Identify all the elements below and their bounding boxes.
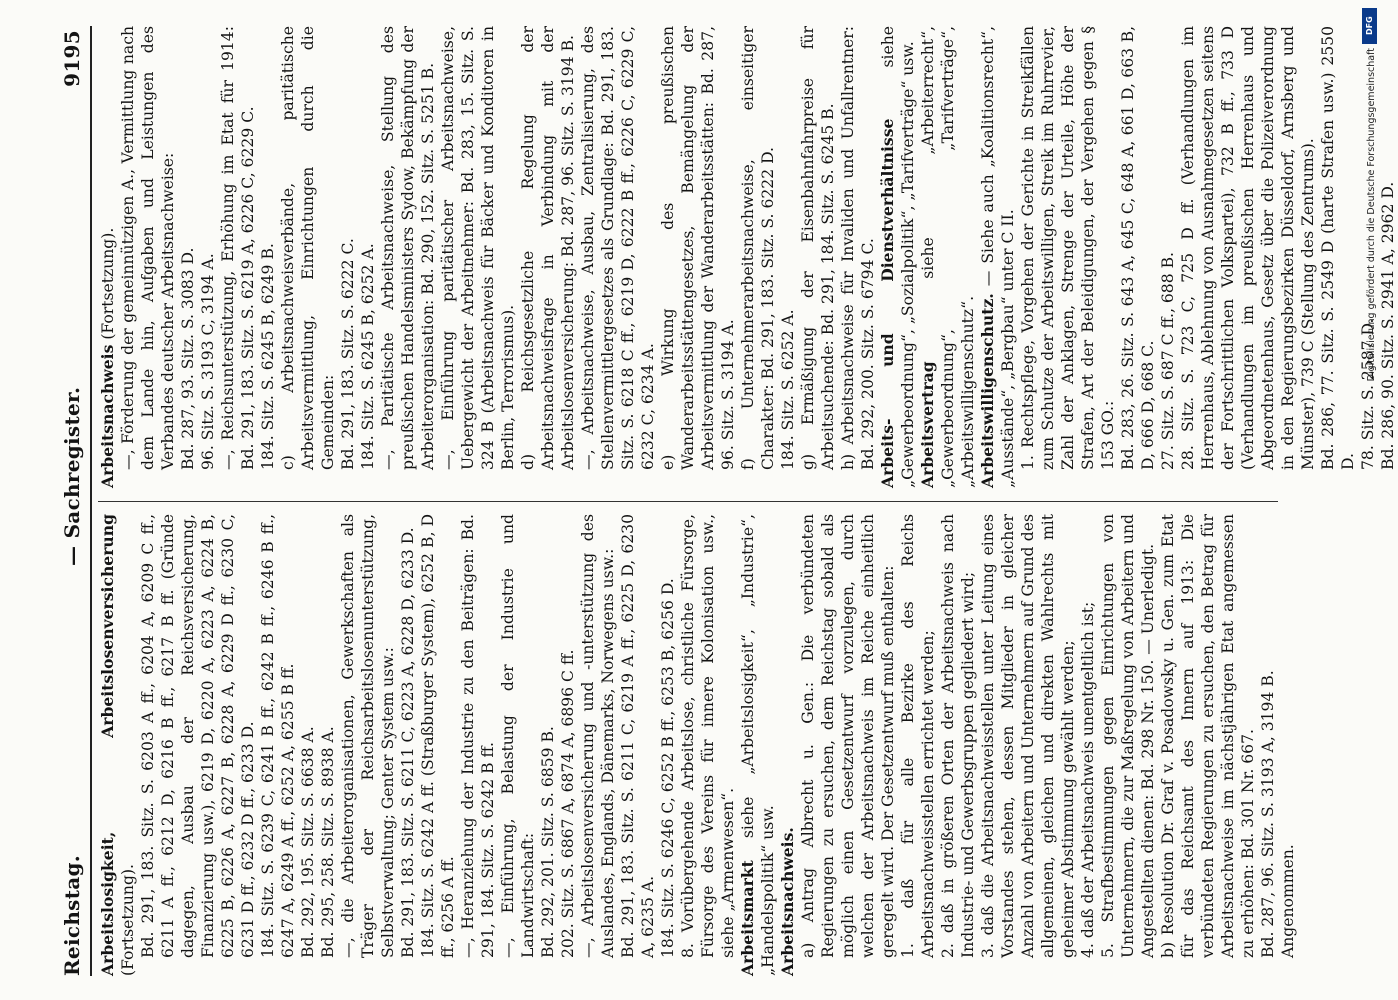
index-entry — [258, 26, 278, 488]
digitization-credit: Digitalisierung gefördert durch die Deutsche Forschungsgemeinschaft — [1366, 48, 1377, 382]
index-entry — [578, 26, 658, 488]
entry-text: Bd. 292, 201. Sitz. S. 6859 B. — [539, 726, 557, 958]
header-left: Reichstag. — [60, 854, 84, 976]
entry-text: f) Unternehmerarbeitsnachweise, einseitiger Charakter: Bd. 291, 183. Sitz. S. 6222 D. — [739, 26, 777, 470]
index-entry — [178, 26, 198, 488]
entry-text: 184. Sitz. S. 6245 B, 6249 B. — [259, 243, 277, 470]
entry-text: siehe „Gewerbeordnung“, „Sozialpolitik“, „Tarifverträge“ usw. — [879, 26, 917, 488]
entry-text: Bd. 291, 183. Sitz. S. 6222 C. — [339, 238, 357, 470]
index-entry — [518, 26, 578, 488]
entry-text: 184. Sitz. S. 6245 B, 6252 A. — [359, 243, 377, 470]
index-entry — [898, 514, 938, 976]
index-entry — [1378, 26, 1398, 488]
entry-text: a) Antrag Albrecht u. Gen.: Die verbündeten Regierungen zu ersuchen, dem Reichstag sobald als möglich einen Gesetzentwurf vorzulegen, durch welchen der Arbeitsnachweis im Reiche einheitlich geregelt wird. Der Gesetzentwurf muß enthalten: — [799, 514, 897, 958]
entry-keyword: Arbeitsmarkt — [738, 860, 757, 976]
index-entry — [798, 514, 898, 976]
index-entry — [938, 514, 978, 976]
entry-keyword: Arbeitsnachweis. — [778, 827, 797, 976]
index-entry — [118, 26, 178, 488]
index-entry — [1178, 26, 1318, 488]
entry-keyword: Arbeitswilligenschutz. — [978, 293, 997, 488]
entry-text: 8. Vorübergehende Arbeitslose, christliche Fürsorge, Fürsorge des Vereins für innere Kolonisation usw., siehe „Armenwesen“. — [679, 514, 737, 958]
entry-text: d) Reichsgesetzliche Regelung der Arbeitsnachweisfrage in Verbindung mit der Arbeitslosenversicherung: Bd. 287, 96. Sitz. S. 3194 B. — [519, 26, 577, 470]
index-entry — [338, 514, 398, 976]
index-entry — [218, 26, 258, 488]
entry-text: 28. Sitz. S. 723 C, 725 D ff. (Verhandlungen im Herrenhaus, Ablehnung von Ausnahmegesetzen seitens der Fortschrittlichen Volkspartei), 732 B ff., 733 D (Verhandlungen im preußischen Herrenhaus und Abgeordnetenhaus, Gesetz über die Polizeiverordnung in den Regierungsbezirken Düsseldorf, Arnsberg und Münster), 739 C (Stellung des Zentrums). — [1179, 26, 1317, 470]
entry-text: —, Einführung paritätischer Arbeitsnachweise, Uebergewicht der Arbeitnehmer: Bd. 283, 15. Sitz. S. 324 B (Arbeitsnachweis für Bäcker und Konditoren in Berlin, Terrorismus). — [439, 26, 517, 470]
entry-text: 4. daß der Arbeitsnachweis unentgeltlich ist; — [1079, 601, 1097, 958]
entry-text: — Siehe auch „Koalitionsrecht“, „Ausstände“, „Bergbau“ unter C II. — [979, 26, 1017, 488]
index-entry — [578, 514, 618, 976]
index-entry — [1098, 514, 1158, 976]
entry-text: siehe „Arbeitslosigkeit“, „Industrie“, „Handelspolitik“ usw. — [739, 514, 777, 976]
index-entry — [878, 26, 918, 488]
entry-text: Bd. 291, 183. Sitz. S. 6203 A ff., 6204 A, 6209 C ff., 6211 A ff., 6212 D, 6216 B ff., 6217 B ff. (Gründe dagegen, Ausbau der Reichsversicherung, Finanzierung usw.), 6219 D, 6220 A, 6223 A, 6224 B, 6225 B, 6226 A, 6227 B, 6228 A, 6229 D ff., 6230 C, 6231 D ff., 6232 D ff., 6233 D. — [139, 514, 257, 958]
entry-text: Bd. 295, 258. Sitz. S. 8938 A. — [319, 726, 337, 958]
entry-text: 184. Sitz. S. 6242 A ff. (Straßburger System), 6252 B, D ff., 6256 A ff. — [419, 514, 457, 958]
entry-text: Bd. 283, 26. Sitz. S. 643 A, 645 C, 648 A, 661 D, 663 B, D, 666 D, 668 C. — [1119, 26, 1157, 470]
index-entry — [1078, 514, 1098, 976]
index-entry — [398, 514, 418, 976]
entry-text: Bd. 291, 183. Sitz. S. 6211 C, 6223 A, 6228 D, 6233 D. — [399, 527, 417, 958]
entry-text: Bd. 286, 90. Sitz. S. 2941 A, 2962 D. — [1379, 181, 1397, 470]
entry-text: —, Paritätische Arbeitsnachweise, Stellung des preußischen Handelsministers Sydow, Bekämpfung der Arbeiterorganisation: Bd. 290, 152. Sitz. S. 5251 B. — [379, 26, 437, 470]
index-entry — [798, 26, 838, 488]
index-entry — [358, 26, 378, 488]
index-entry — [778, 514, 798, 976]
entry-text: b) Resolution Dr. Graf v. Posadowsky u. Gen. zum Etat für das Reichsamt des Innern auf 1913: Die verbündeten Regierungen zu ersuchen, den Betrag für Arbeitsnachweise im nächstjährigen Etat angemessen zu erhöhen: Bd. 301 Nr. 667. — [1159, 514, 1257, 958]
index-entry — [418, 514, 458, 976]
entry-text: c) Arbeitsnachweisverbände, paritätische Arbeitsvermittlung, Einrichtungen durch die Gemeinden: — [279, 26, 337, 470]
index-entry — [1318, 26, 1358, 488]
entry-text: 202. Sitz. S. 6867 A, 6874 A, 6896 C ff. — [559, 649, 577, 958]
entry-text: 96. Sitz. S. 3193 C, 3194 A. — [199, 253, 217, 470]
left-column — [98, 514, 1297, 976]
entry-text: Angenommen. — [1279, 844, 1297, 958]
index-entry — [258, 514, 298, 976]
index-entry — [98, 26, 118, 488]
page-number: 9195 — [60, 30, 84, 87]
side-credit-strip — [1359, 0, 1381, 1000]
entry-text: —, die Arbeiterorganisationen, Gewerkschaften als Träger der Reichsarbeitslosenunterstützung, Selbstverwaltung; Genter System usw.: — [339, 514, 397, 958]
entry-text: Bd. 287, 93. Sitz. S. 3083 D. — [179, 247, 197, 470]
entry-text: 3. daß die Arbeitsnachweisstellen unter Leitung eines Vorstandes stehen, dessen Mitglieder in gleicher Anzahl von Arbeitern und Unternehmern auf Grund des allgemeinen, gleichen und direkten Wahlrechts mit geheimer Abstimmung gewählt werden; — [979, 514, 1077, 958]
entry-text: 184. Sitz. S. 6246 C, 6252 B ff., 6253 B, 6256 D. — [659, 578, 677, 958]
index-entry — [618, 514, 658, 976]
entry-text: 27. Sitz. S. 687 C ff., 688 B. — [1159, 252, 1177, 470]
index-entry — [1018, 26, 1118, 488]
index-entry — [658, 26, 738, 488]
index-entry — [498, 514, 538, 976]
entry-text: —, Arbeitsnachweise, Ausbau, Zentralisierung, des Stellenvermittlergesetzes als Grundlage: Bd. 291, 183. Sitz. S. 6218 C ff., 6219 D, 6222 B ff., 6226 C, 6229 C, 6232 C, 6234 A. — [579, 26, 657, 470]
index-entry — [658, 514, 678, 976]
entry-text: —, Heranziehung der Industrie zu den Beiträgen: Bd. 291, 184. Sitz. S. 6242 B ff. — [459, 514, 497, 958]
index-entry — [378, 26, 438, 488]
header-center: — Sachregister. — [60, 386, 84, 566]
index-entry — [298, 514, 318, 976]
index-entry — [138, 514, 258, 976]
entry-text: (Fortsetzung). — [119, 864, 137, 976]
index-entry — [458, 514, 498, 976]
page-header — [56, 26, 92, 976]
entry-keyword: Arbeitsnachweis — [98, 344, 117, 488]
entry-text: Bd. 287, 96. Sitz. S. 3193 A, 3194 B. — [1259, 670, 1277, 958]
index-entry — [978, 514, 1078, 976]
entry-text: Bd. 292, 195. Sitz. S. 6638 A. — [299, 726, 317, 958]
index-entry — [738, 514, 778, 976]
index-entry — [1278, 514, 1298, 976]
entry-text: h) Arbeitsnachweise für Invaliden und Unfallrentner: Bd. 292, 200. Sitz. S. 6794 C. — [839, 26, 877, 470]
column-divider — [98, 501, 1278, 502]
entry-text: 78. Sitz. S. 2587 D. — [1359, 318, 1377, 470]
index-entry — [98, 514, 138, 976]
entry-text: Bd. 291, 183. Sitz. S. 6211 C, 6219 A ff., 6225 D, 6230 A, 6235 A. — [619, 514, 657, 958]
entry-keyword: Arbeitsvertrag — [918, 361, 937, 488]
entry-text: —, Reichsunterstützung, Erhöhung im Etat für 1914: Bd. 291, 183. Sitz. S. 6219 A, 6226 C, 6229 C. — [219, 26, 257, 470]
entry-text: 5. Strafbestimmungen gegen Einrichtungen von Unternehmern, die zur Maßregelung von Arbeitern und Angestellten dienen: Bd. 298 Nr. 150. — Unerledigt. — [1099, 514, 1157, 958]
index-entry — [1158, 514, 1258, 976]
index-entry — [978, 26, 1018, 488]
index-entry — [318, 514, 338, 976]
entry-text: 1. daß für alle Bezirke des Reichs Arbeitsnachweisstellen errichtet werden; — [899, 514, 937, 958]
index-entry — [1258, 514, 1278, 976]
index-entry — [1158, 26, 1178, 488]
entry-text: (Fortsetzung). — [99, 227, 117, 345]
entry-text: g) Ermäßigung der Eisenbahnfahrpreise für Arbeitsuchende: Bd. 291, 184. Sitz. S. 6245 B. — [799, 26, 837, 470]
index-entry — [678, 514, 738, 976]
entry-text: siehe „Arbeiterrecht“, „Gewerbeordnung“, „Tarifverträge“, „Arbeitswilligenschutz“. — [919, 26, 977, 488]
index-entry — [838, 26, 878, 488]
index-entry — [538, 514, 558, 976]
index-entry — [738, 26, 778, 488]
entry-text: 184. Sitz. S. 6252 A. — [779, 309, 797, 470]
entry-text: 184. Sitz. S. 6239 C, 6241 B ff., 6242 B ff., 6246 B ff., 6247 A, 6249 A ff., 6252 A, 6255 B ff. — [259, 514, 297, 958]
index-entry — [198, 26, 218, 488]
index-entry — [438, 26, 518, 488]
index-entry — [558, 514, 578, 976]
entry-text: Bd. 286, 77. Sitz. S. 2549 D (harte Strafen usw.) 2550 D. — [1319, 26, 1357, 470]
entry-keyword: Arbeits- und Dienstverhältnisse — [878, 118, 897, 488]
entry-text: 1. Rechtspflege, Vorgehen der Gerichte in Streikfällen zum Schutze der Arbeitswilligen, Streik im Ruhrrevier, Zahl der Anklagen, Strenge der Urteile, Höhe der Strafen, Art der Beleidigungen, der Vergehen gegen § 153 GO.: — [1019, 26, 1117, 470]
index-entry — [278, 26, 338, 488]
entry-text: —, Arbeitslosenversicherung und -unterstützung des Auslandes, Englands, Dänemarks, Norwegens usw.: — [579, 514, 617, 958]
entry-text: 2. daß in größeren Orten der Arbeitsnachweis nach Industrie- und Gewerbsgruppen gegliedert wird; — [939, 514, 977, 958]
index-entry — [1118, 26, 1158, 488]
index-entry — [338, 26, 358, 488]
index-entry — [918, 26, 978, 488]
entry-text: e) Wirkung des preußischen Wanderarbeitsstättengesetzes, Bemängelung der Arbeitsvermittlung der Wanderarbeitsstätten: Bd. 287, 96. Sitz. S. 3194 A. — [659, 26, 737, 470]
index-entry — [778, 26, 798, 488]
entry-text: —, Einführung, Belastung der Industrie und Landwirtschaft: — [499, 514, 537, 958]
entry-keyword: Arbeitslosigkeit, Arbeitslosenversicherung — [98, 514, 117, 976]
dfg-badge: DFG — [1362, 8, 1377, 44]
entry-text: —, Förderung der gemeinnützigen A., Vermittlung nach dem Lande hin, Aufgaben und Leistungen des Verbandes deutscher Arbeitsnachweise: — [119, 26, 177, 470]
